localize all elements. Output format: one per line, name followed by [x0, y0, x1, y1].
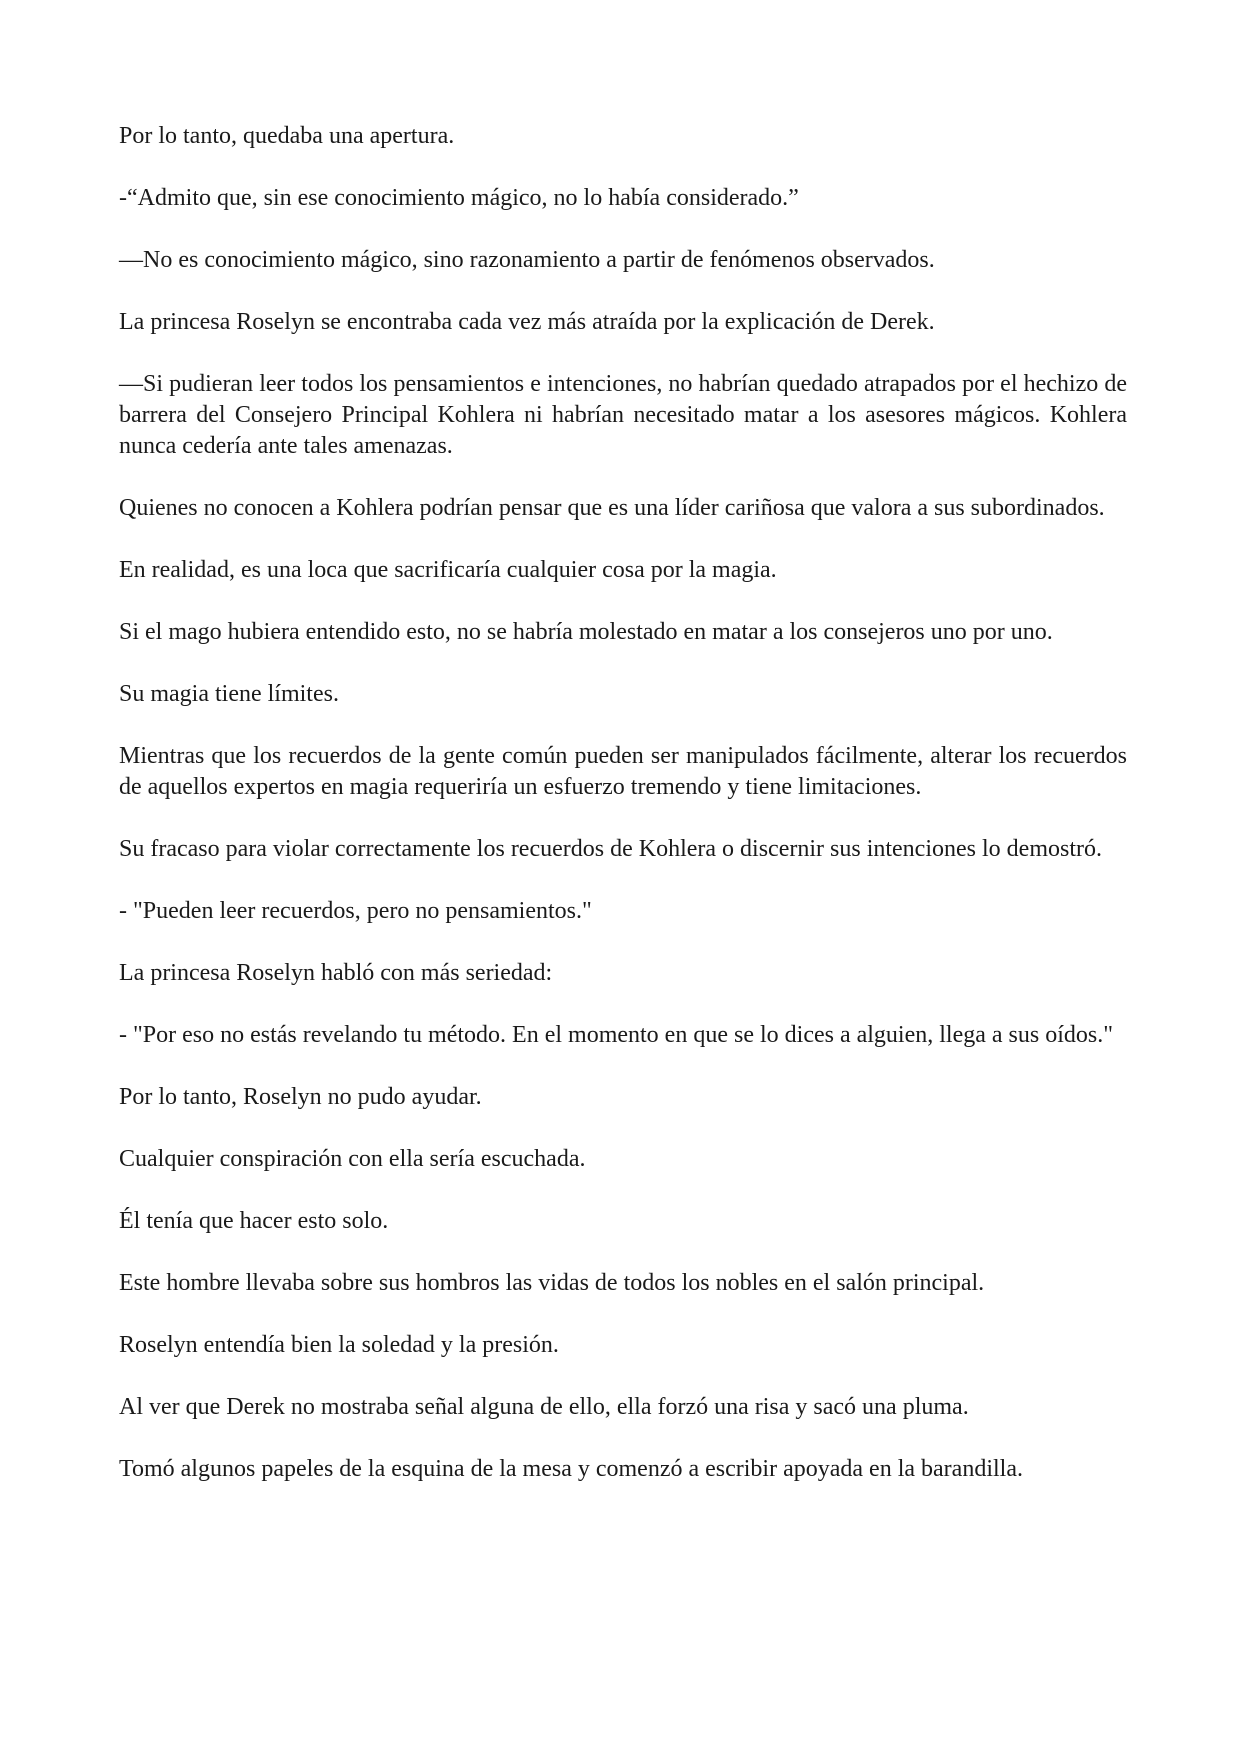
paragraph: Al ver que Derek no mostraba señal alguna de ello, ella forzó una risa y sacó una pluma. [119, 1394, 969, 1420]
paragraph: Mientras que los recuerdos de la gente común pueden ser manipulados fácilmente, alterar los recuerdos de aquellos expertos en magia requeriría un esfuerzo tremendo y tiene limitaciones. [119, 743, 1127, 800]
paragraph: Quienes no conocen a Kohlera podrían pensar que es una líder cariñosa que valora a sus subordinados. [119, 495, 1105, 521]
paragraph: Este hombre llevaba sobre sus hombros las vidas de todos los nobles en el salón principal. [119, 1270, 985, 1296]
paragraph: La princesa Roselyn habló con más seriedad: [119, 960, 553, 986]
paragraph: Cualquier conspiración con ella sería escuchada. [119, 1146, 586, 1172]
text-body [119, 121, 1127, 1516]
paragraph: - "Por eso no estás revelando tu método. En el momento en que se lo dices a alguien, llega a sus oídos." [119, 1022, 1114, 1048]
paragraph: Roselyn entendía bien la soledad y la presión. [119, 1332, 559, 1358]
paragraph: -“Admito que, sin ese conocimiento mágico, no lo había considerado.” [119, 185, 799, 211]
paragraph: Tomó algunos papeles de la esquina de la mesa y comenzó a escribir apoyada en la barandilla. [119, 1456, 1023, 1482]
paragraph: La princesa Roselyn se encontraba cada vez más atraída por la explicación de Derek. [119, 309, 935, 335]
paragraph: —Si pudieran leer todos los pensamientos e intenciones, no habrían quedado atrapados por el hechizo de barrera del Consejero Principal Kohlera ni habrían necesitado matar a los asesores mágicos. Kohlera nunca cedería ante tales amenazas. [119, 371, 1127, 459]
paragraph: Por lo tanto, quedaba una apertura. [119, 123, 455, 149]
paragraph: Por lo tanto, Roselyn no pudo ayudar. [119, 1084, 482, 1110]
paragraph: —No es conocimiento mágico, sino razonamiento a partir de fenómenos observados. [119, 247, 935, 273]
paragraph: Su fracaso para violar correctamente los recuerdos de Kohlera o discernir sus intenciones lo demostró. [119, 836, 1102, 862]
paragraph: Su magia tiene límites. [119, 681, 339, 707]
paragraph: Él tenía que hacer esto solo. [119, 1208, 389, 1234]
paragraph: Si el mago hubiera entendido esto, no se habría molestado en matar a los consejeros uno por uno. [119, 619, 1053, 645]
paragraph: En realidad, es una loca que sacrificaría cualquier cosa por la magia. [119, 557, 777, 583]
paragraph: - "Pueden leer recuerdos, pero no pensamientos." [119, 898, 592, 924]
